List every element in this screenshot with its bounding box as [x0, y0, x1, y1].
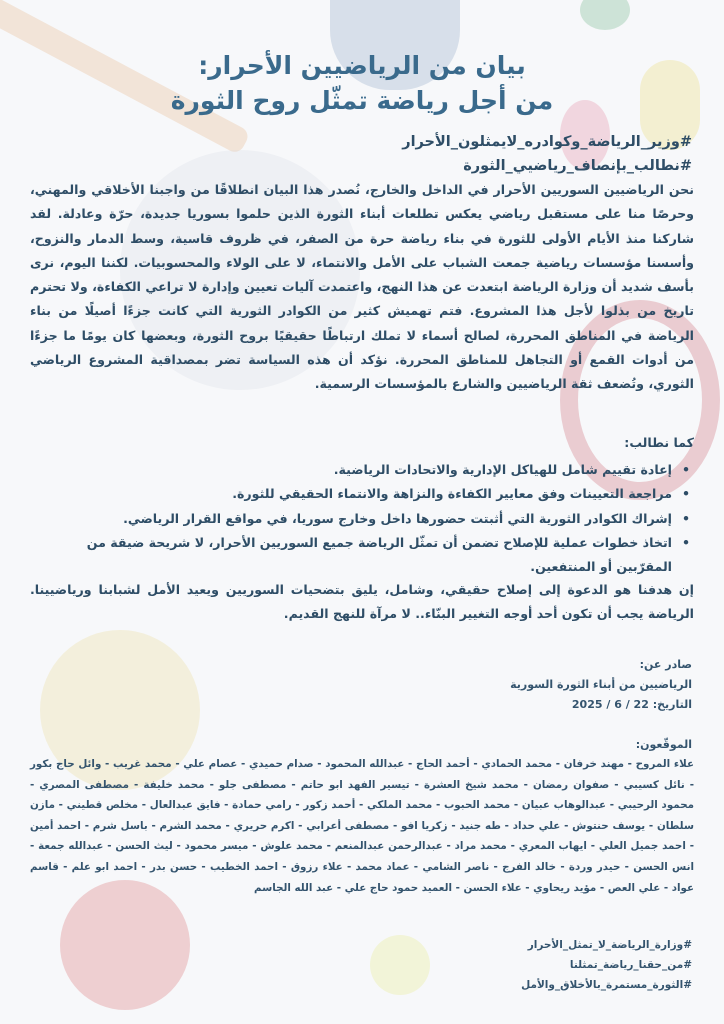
hashtags-bottom — [521, 935, 692, 995]
demand-item — [30, 458, 690, 482]
demand-text: مراجعة التعيينات وفق معايير الكفاءة والنزاهة والانتماء الحقيقي للثورة. — [232, 486, 672, 502]
title-line-2: من أجل رياضة تمثّل روح الثورة — [170, 86, 554, 115]
hashtag: #الثورة_مستمرة_بالأخلاق_والأمل — [521, 979, 692, 991]
issue-date: التاريخ: 22 / 6 / 2025 — [571, 698, 692, 711]
demand-text: إعادة تقييم شامل للهياكل الإدارية والاتحادات الرياضية. — [333, 462, 672, 477]
issuer-label: صادر عن: — [639, 658, 692, 671]
title-line-1: بيان من الرياضيين الأحرار: — [198, 51, 526, 80]
demand-item — [30, 507, 690, 531]
hashtag: #وزارة_الرياضة_لا_تمثل_الأحرار — [527, 939, 692, 951]
issuer-name: الرياضيين من أبناء الثورة السورية — [510, 678, 692, 691]
demands-title: كما نطالب: — [624, 435, 694, 450]
demands-list — [30, 458, 694, 579]
issuer-block — [510, 655, 692, 715]
bullet-icon: • — [681, 486, 690, 502]
bullet-icon: • — [681, 462, 690, 477]
hashtag: #من_حقنا_رياضة_تمثلنا — [569, 959, 692, 971]
signers-label: الموقّعون: — [635, 738, 692, 751]
closing-paragraph: إن هدفنا هو الدعوة إلى إصلاح حقيقي، وشامل، يليق بتضحيات السوريين ويعيد الأمل لشبابنا ورياضيينا. الرياضة يجب أن تكون أحد أوجه التغيير البنّاء.. لا مرآة للنهج القديم. — [30, 582, 694, 622]
hashtags-top — [32, 130, 692, 178]
hashtag: #نطالب_بإنصاف_رياضيي_الثورة — [463, 158, 692, 174]
signers-list: علاء المروح - مهند خرفان - محمد الحمادي - أحمد الحاج - عبدالله المحمود - صدام حميدي - عصام علي - محمد غريب - وائل حاج بكور - نائل كسيبي - صفوان رمضان - محمد شيخ العشرة - تيسير الفهد ابو حاتم - مصطفى جلو - محمد خليفة - مصطفى المصري - محمود الرحيبي - عبدالوهاب عبيان - محمد الحبوب - محمد الملكي - أحمد زكور - رامي حمادة - فايق عبدالعال - مخلص قطيني - مازن سلطان - يوسف حنتوش - علي حداد - طه جنيد - زكريا افو - مصطفى أعرابي - اكرم حريري - محمد الشرم - باسل شرم - احمد أمين - احمد جميل العلي - ايهاب المعري - محمد مراد - عبدالرحمن عبدالمنعم - محمد علوش - ميسر محمود - ليث الحسن - عبدالله جمعة - انس الحسن - حيدر وردة - خالد الفرج - ناصر الشامي - عماد محمد - علاء رزوق - احمد الخطيب - حسن بدر - احمد ابو علم - قاسم عواد - علي العص - مؤيد ريحاوي - علاء الحسن - العميد حمود حاج علي - عبد الله الجاسم — [30, 758, 694, 894]
page-title — [0, 48, 724, 118]
demand-text: إشراك الكوادر الثورية التي أثبتت حضورها داخل وخارج سوريا، في مواقع القرار الرياضي. — [123, 510, 672, 526]
hashtag: #وزير_الرياضة_وكوادره_لايمثلون_الأحرار — [402, 134, 692, 150]
bullet-icon: • — [681, 534, 690, 550]
bullet-icon: • — [681, 510, 690, 526]
demand-text: اتخاذ خطوات عملية للإصلاح تضمن أن تمثّل الرياضة جميع السوريين الأحرار، لا شريحة ضيقة من المقرّبين أو المنتفعين. — [86, 534, 672, 575]
statement-body: نحن الرياضيين السوريين الأحرار في الداخل والخارج، نُصدر هذا البيان انطلاقًا من واجبنا الأخلاقي والمهني، وحرصًا منا على مستقبل رياضي يعكس تطلعات أبناء الثورة الذين حلموا بسوريا جديدة، حرّة وعادلة. لقد شاركنا منذ الأيام الأولى للثورة في بناء رياضة حرة من الصفر، في ظروف قاسية، وسط الدمار والنزوح، وأسسنا مؤسسات رياضية جمعت الشباب على الأمل والانتماء، لا على الولاء والمحسوبيات. لكننا اليوم، نرى بأسف شديد أن وزارة الرياضة ابتعدت عن هذا النهج، واعتمدت آليات تعيين وإدارة لا تراعي الكفاءة، ولا تحترم تاريخ من بذلوا لأجل هذا المشروع. فتم تهميش كثير من الكوادر الثورية التي كانت جزءًا أصيلًا من بناء الرياضة في المناطق المحررة، لصالح أسماء لا تملك ارتباطًا حقيقيًا بروح الثورة، وبعضها كان يومًا ما جزءًا من أدوات القمع أو التجاهل للمناطق المحررة. نؤكد أن هذه السياسة تضر بمصداقية المشروع الرياضي الثوري، وتُضعف ثقة الرياضيين والشارع بالمؤسسات الرسمية. — [30, 182, 694, 392]
demand-item — [30, 482, 690, 506]
demand-item — [30, 531, 690, 580]
